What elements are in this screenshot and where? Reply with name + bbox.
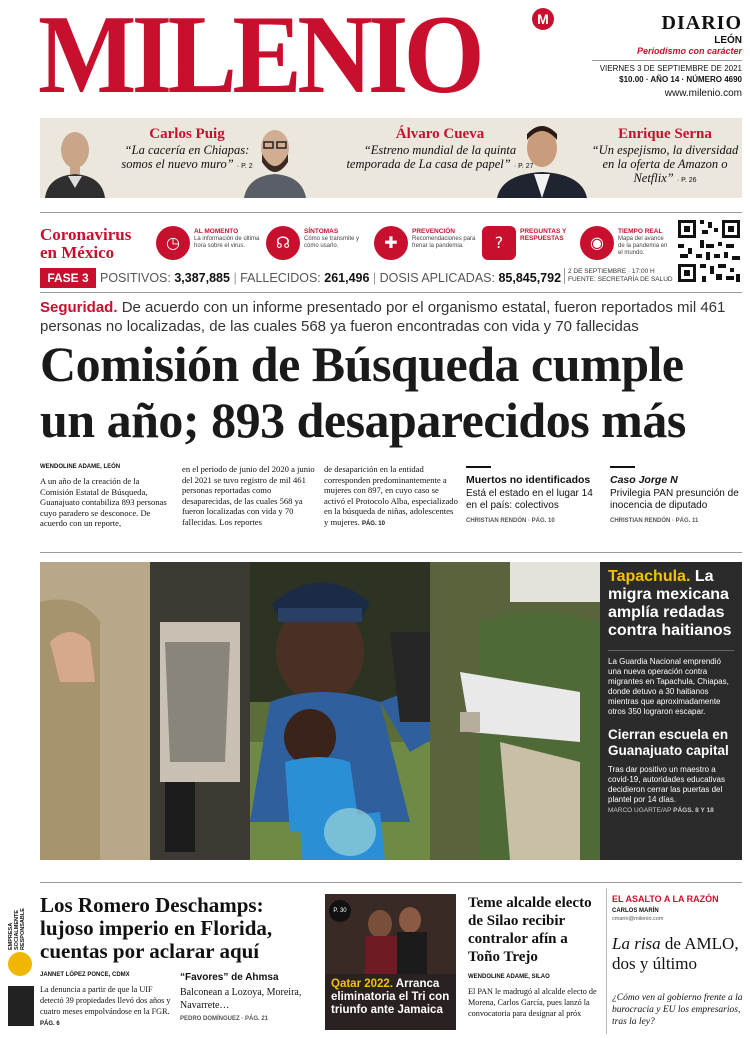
virus-icon: ☊ [266, 226, 300, 260]
divider [40, 552, 742, 553]
divider [40, 212, 742, 213]
coronavirus-panel [40, 218, 742, 288]
column-label: EL ASALTO A LA RAZÓN [612, 894, 719, 904]
bottom-body: La denuncia a partir de que la UIF detectó 39 propiedades llevó dos años y cuatro meses empolvándose en la FGR. PÁG. 6 [40, 985, 171, 1027]
column-email[interactable]: cmarin@milenio.com [612, 916, 664, 922]
divider [40, 882, 742, 883]
slogan: Periodismo con carácter [636, 46, 742, 56]
silao-body: El PAN le madrugó al alcalde electo de Morena, Carlos García, pues lanzó la convocatoria para designar al próx [468, 987, 597, 1018]
sidebar-body: La Guardia Nacional emprendió una nueva operación contra migrantes en Tapachula, Chiapas, donde detuvo a 30 haitianos mientras que aproximadamente otros 350 lograron escapar. [608, 650, 734, 717]
clock-icon: ◷ [156, 226, 190, 260]
columnist-item[interactable] [588, 118, 742, 198]
favores-story[interactable]: “Favores” de Ahmsa Balconean a Lozoya, Moreira, Navarrete… PEDRO DOMÍNGUEZ · PÁG. 21 [180, 972, 302, 1022]
sport-headline: Qatar 2022. Arranca eliminatoria el Tri con triunfo ante Jamaica [331, 978, 450, 1016]
columnist-quote: “La cacería en Chiapas: somos el nuevo muro” · P. 2 [121, 143, 253, 171]
esr-logo-icon [8, 952, 32, 976]
lead-text: De acuerdo con un informe presentado por el organismo estatal, fueron reportados mil 461 personas no localizadas, de las cuales 568 ya fueron encontradas con vida y 70 fallecidas [40, 299, 726, 335]
corona-item-sintomas[interactable]: ☊ SÍNTOMAS Cómo se transmite y cómo usarlo. [266, 224, 376, 264]
qr-code-icon[interactable] [676, 218, 742, 284]
lead-photo[interactable] [40, 562, 600, 860]
edition-block [592, 12, 742, 56]
covid-stats: POSITIVOS: 3,387,885 | FALLECIDOS: 261,496 | DOSIS APLICADAS: 85,845,792 [100, 271, 562, 285]
columnist-name: Álvaro Cueva [395, 126, 485, 142]
sidebar-body-2: Tras dar positivo un maestro a covid-19, autoridades educativas decidieron cerrar las puertas del plantel por 14 días. [608, 765, 725, 804]
sidebar-headline[interactable]: Tapachula. La migra mexicana amplía redadas contra haitianos [608, 568, 732, 639]
side-story[interactable]: Caso Jorge N Privilegia PAN presunción de inocencia de diputado CHRISTIAN RENDÓN · PÁG. 11 [610, 474, 739, 524]
sidebar-headline-2[interactable]: Cierran escuela en Guanajuato capital [608, 727, 729, 758]
side-story[interactable]: Muertos no identificados Está el estado en el lugar 14 en el país: colectivos CHRISTIAN RENDÓN · PÁG. 10 [466, 474, 593, 524]
masthead-logo: MILENIO [38, 0, 481, 117]
edition-city: LEÓN [714, 35, 742, 46]
edition-name: DIARIO [661, 12, 742, 34]
question-icon: ? [482, 226, 516, 260]
dateline [592, 60, 742, 85]
sport-page-badge: P. 30 [329, 900, 351, 922]
lead-col-2: en el periodo de junio del 2020 a junio del 2021 se tuvo registro de mil 461 personas reportadas como desaparecidas, de las cuales 568 ya fueron localizadas con vida y 70 fallecidas. Los reportes [182, 464, 315, 527]
columnist-quote: “Estreno mundial de la quinta temporada de La casa de papel” · P. 27 [346, 143, 534, 171]
photo-credit: MARCO UGARTE/AP PÁGS. 8 Y 18 [608, 807, 714, 814]
columnists-band [40, 118, 742, 198]
column-title[interactable]: La risa de AMLO, dos y último [612, 934, 739, 973]
corona-item-preguntas[interactable]: ? PREGUNTAS Y RESPUESTAS [482, 224, 592, 264]
divider [606, 888, 607, 1034]
silao-byline: WENDOLINE ADAME, SILAO [468, 974, 550, 980]
registered-mark: M [532, 8, 554, 30]
corona-item-tiempo-real[interactable]: ◉ TIEMPO REAL Mapa del avance de la pandemia en el mundo. [580, 224, 690, 264]
corona-title: Coronavirus en México [40, 225, 132, 262]
lead-kicker: Seguridad. [40, 299, 118, 316]
issue-date: VIERNES 3 DE SEPTIEMBRE DE 2021 [599, 64, 742, 73]
lead-summary [40, 298, 742, 336]
column-body: ¿Cómo ven al gobierno frente a la burocracia y EU los empresarios, tras la ley? [612, 993, 743, 1027]
dosis-value: 85,845,792 [498, 271, 562, 285]
shield-icon: ✚ [374, 226, 408, 260]
divider [610, 466, 635, 468]
covid-stats-row [40, 268, 673, 288]
stats-source-note: 2 DE SEPTIEMBRE · 17:00 H FUENTE: SECRETARÍA DE SALUD [564, 268, 674, 284]
lead-byline: WENDOLINE ADAME, LEÓN [40, 464, 121, 470]
globe-icon: ◉ [580, 226, 614, 260]
website-link[interactable]: www.milenio.com [664, 88, 742, 99]
issue-price: $10.00 · AÑO 14 · NÚMERO 4690 [619, 75, 742, 84]
silao-headline[interactable]: Teme alcalde electo de Silao recibir contralor afín a Toño Trejo [468, 895, 592, 965]
columnist-photo [492, 118, 592, 198]
photo-sidebar [600, 562, 742, 860]
fase-badge: FASE 3 [40, 268, 96, 288]
fallecidos-value: 261,496 [324, 271, 370, 285]
corona-item-al-momento[interactable]: ◷ AL MOMENTO La información de última hora sobre el virus. [156, 224, 266, 264]
columnist-photo [40, 118, 110, 198]
corona-item-prevencion[interactable]: ✚ PREVENCIÓN Recomendaciones para frenar la pandemia. [374, 224, 484, 264]
columnist-name: Carlos Puig [149, 126, 225, 142]
main-headline[interactable]: Comisión de Búsqueda cumple un año; 893 desaparecidos más [40, 336, 686, 448]
positivos-value: 3,387,885 [174, 271, 230, 285]
divider [466, 466, 491, 468]
column-author: CARLOS MARÍN [612, 908, 659, 914]
lead-col-3: de desaparición en la entidad corresponden predominantemente a mujeres con 897, en cuyo caso se activó el Protocolo Alba, especializado en la búsqueda de niñas, adolescentes y mujeres. PÁG. 10 [324, 464, 458, 527]
columnist-photo [240, 118, 310, 198]
esr-badge: EMPRESA SOCIALMENTE RESPONSABLE [8, 890, 34, 1030]
lead-col-1: A un año de la creación de la Comisión Estatal de Búsqueda, Guanajuato contabiliza 893 personas cuyo paradero se desconoce. De acuerdo con un reporte, [40, 476, 167, 528]
columnist-quote: “Un espejismo, la diversidad en la oferta de Amazon o Netflix” · P. 26 [591, 143, 739, 185]
divider [40, 292, 742, 293]
columnist-name: Enrique Serna [618, 126, 712, 142]
bottom-headline[interactable]: Los Romero Deschamps: lujoso imperio en Florida, cuentas por aclarar aquí [40, 893, 273, 963]
bottom-byline: JANNET LÓPEZ PONCE, CDMX [40, 972, 130, 978]
sport-story[interactable] [325, 894, 456, 1030]
